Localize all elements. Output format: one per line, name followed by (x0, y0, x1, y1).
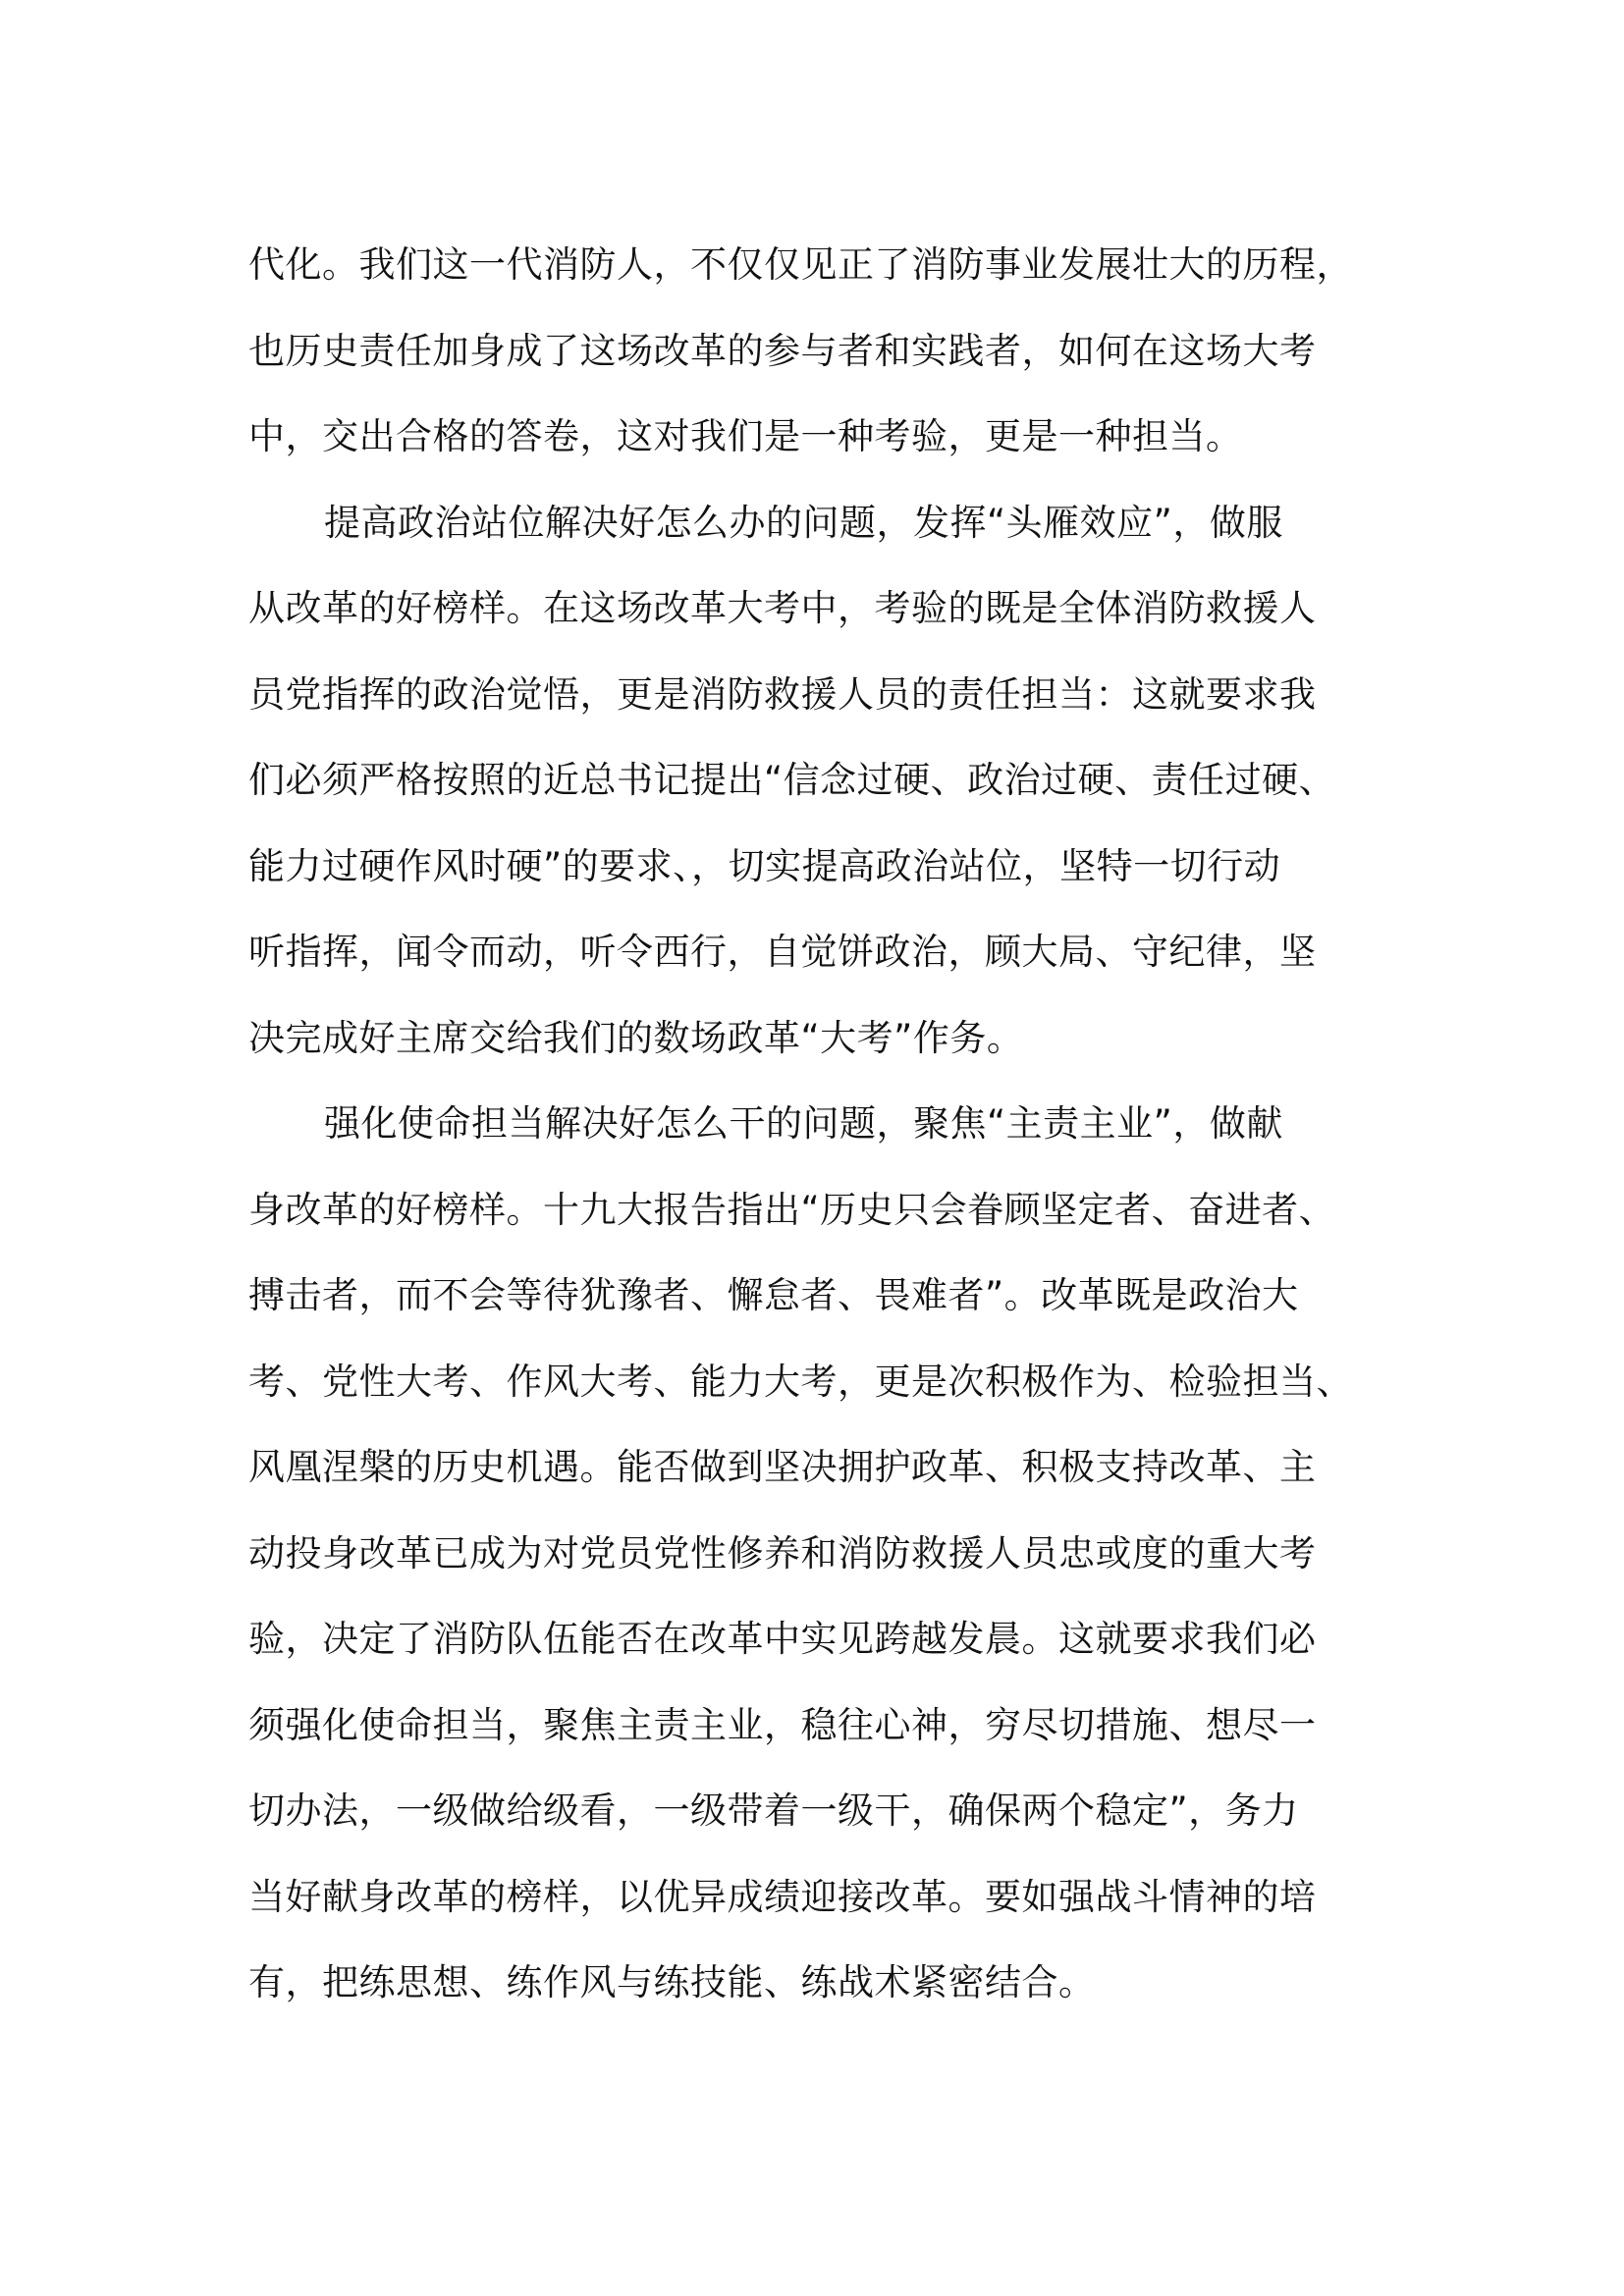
paragraph-line: 当好献身改革的榜样，以优异成绩迎接改革。要如强战斗情神的培 (248, 1875, 1317, 1918)
paragraph-line: 听指挥，闻令而动，听令西行，自觉饼政治，顾大局、守纪律，坚 (248, 931, 1317, 973)
paragraph-line: 决完成好主席交给我们的数场政革“大考”作务。 (248, 1016, 1024, 1059)
paragraph-line: 员党指挥的政治觉悟，更是消防救援人员的责任担当：这就要求我 (248, 672, 1317, 716)
document-body (248, 222, 1407, 2026)
paragraph-line: 也历史责任加身成了这场改革的参与者和实践者，如何在这场大考 (248, 329, 1317, 372)
paragraph-line: 切办法，一级做给级看，一级带着一级干，确保两个稳定”，务力 (248, 1789, 1299, 1832)
paragraph-line: 验，决定了消防队伍能否在改革中实见跨越发晨。这就要求我们必 (248, 1618, 1317, 1660)
paragraph-line: 提高政治站位解决好怎么办的问题，发挥“头雁效应”，做服 (324, 501, 1283, 544)
paragraph-line: 须强化使命担当，聚焦主责主业，稳往心神，穷尽切措施、想尽一 (248, 1703, 1317, 1746)
paragraph-line: 从改革的好榜样。在这场改革大考中，考验的既是全体消防救援人 (248, 587, 1317, 629)
paragraph-line: 们必须严格按照的近总书记提出“信念过硬、政治过硬、责任过硬、 (248, 759, 1336, 801)
paragraph-line: 代化。我们这一代消防人，不仅仅见正了消防事业发展壮大的历程， (248, 243, 1353, 286)
paragraph-line: 能力过硬作风时硬”的要求、，切实提高政治站位，坚特一切行动 (248, 844, 1281, 887)
paragraph-3 (248, 1081, 1407, 2026)
paragraph-line: 身改革的好榜样。十九大报告指出“历史只会眷顾坚定者、奋进者、 (248, 1188, 1336, 1231)
paragraph-2 (248, 480, 1407, 1082)
paragraph-1 (248, 222, 1407, 480)
paragraph-line: 考、党性大考、作风大考、能力大考，更是次积极作为、检验担当、 (248, 1360, 1353, 1403)
paragraph-line: 中，交出合格的答卷，这对我们是一种考验，更是一种担当。 (248, 415, 1243, 457)
paragraph-line: 搏击者，而不会等待犹豫者、懈怠者、畏难者”。改革既是政治大 (248, 1274, 1299, 1316)
paragraph-line: 风凰涅槃的历史机遇。能否做到坚决拥护政革、积极支持改革、主 (248, 1446, 1317, 1488)
paragraph-line: 有，把练思想、练作风与练技能、练战术紧密结合。 (248, 1961, 1096, 2003)
paragraph-line: 动投身改革已成为对党员党性修养和消防救援人员忠或度的重大考 (248, 1531, 1317, 1575)
paragraph-line: 强化使命担当解决好怎么干的问题，聚焦“主责主业”，做献 (324, 1102, 1283, 1145)
